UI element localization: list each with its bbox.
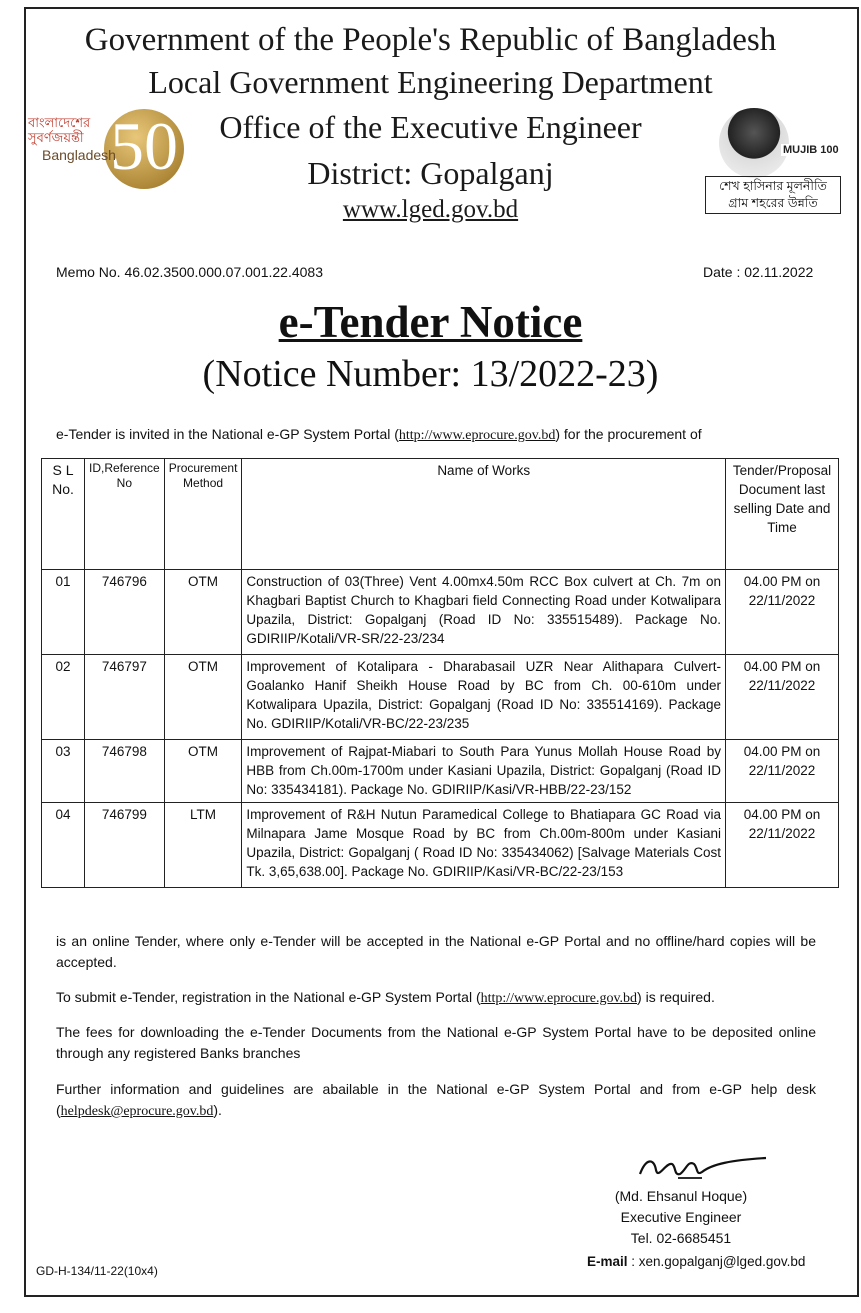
intro-after: ) for the procurement of — [555, 426, 702, 442]
cell-deadline: 04.00 PM on 22/11/2022 — [726, 740, 839, 803]
cell-deadline: 04.00 PM on 22/11/2022 — [726, 570, 839, 655]
golden-jubilee-logo — [28, 103, 188, 193]
cell-sl: 04 — [42, 803, 85, 888]
cell-description: Improvement of Kotalipara - Dharabasail UZR Near Alithapara Culvert-Goalanko Hanif Sheikh House Road by BC from Ch. 00-610m under Kotwalipara Upazila, District: Gopalganj (Road ID No: 335514169). Package No. GDIRIIP/Kotali/VR-BC/22-23/235 — [242, 655, 726, 740]
mujib-100-logo — [705, 108, 843, 214]
cell-sl: 01 — [42, 570, 85, 655]
header-sl: S L No. — [42, 459, 85, 570]
online-tender-paragraph: is an online Tender, where only e-Tender will be accepted in the National e-GP Portal and no offline/hard copies will be accepted. — [56, 933, 816, 970]
registration-paragraph — [56, 987, 816, 1009]
cell-id: 746798 — [85, 740, 165, 803]
helpdesk-email-link[interactable]: helpdesk@eprocure.gov.bd — [60, 1104, 214, 1119]
email-value[interactable]: : xen.gopalganj@lged.gov.bd — [631, 1254, 806, 1269]
memo-number: Memo No. 46.02.3500.000.07.001.22.4083 — [56, 264, 323, 280]
table-row — [42, 570, 839, 655]
eprocure-link[interactable]: http://www.eprocure.gov.bd — [398, 428, 556, 443]
jubilee-numeral: 50 — [110, 108, 178, 184]
jubilee-en-text: Bangladesh — [42, 147, 116, 163]
cell-description: Improvement of R&H Nutun Paramedical College to Bhatiapara GC Road via Milnapara Jame Mosque Road by BC from Ch.00m-800m under Kasiani Upazila, District: Gopalganj ( Road ID No: 335434062) [Salvage Materials Cost Tk. 3,65,638.00]. Package No. GDIRIIP/Kasi/VR-BC/22-23/153 — [242, 803, 726, 888]
helpdesk-after: ). — [213, 1102, 222, 1118]
cell-sl: 03 — [42, 740, 85, 803]
table-header-row — [42, 459, 839, 570]
footer-code: GD-H-134/11-22(10x4) — [36, 1264, 158, 1278]
cell-id: 746796 — [85, 570, 165, 655]
jubilee-bn-text: বাংলাদেশের সুবর্ণজয়ন্তী — [28, 115, 91, 145]
intro-text — [56, 426, 702, 444]
mujib-badge: MUJIB 100 — [783, 144, 839, 156]
slogan-line-2: গ্রাম শহরের উন্নতি — [728, 196, 818, 210]
header-name-of-works: Name of Works — [242, 459, 726, 570]
portrait-icon — [719, 108, 789, 178]
cell-method: OTM — [164, 655, 242, 740]
notice-date: Date : 02.11.2022 — [703, 264, 814, 280]
registration-link[interactable]: http://www.eprocure.gov.bd — [480, 991, 638, 1006]
header-deadline: Tender/Proposal Document last selling Date and Time — [726, 459, 839, 570]
header-office: Office of the Executive Engineer — [219, 109, 642, 145]
email-label: E-mail — [587, 1254, 628, 1269]
header-id: ID,Reference No — [85, 459, 165, 570]
registration-before: To submit e-Tender, registration in the National e-GP System Portal ( — [56, 989, 481, 1005]
cell-deadline: 04.00 PM on 22/11/2022 — [726, 655, 839, 740]
table-row — [42, 803, 839, 888]
registration-after: ) is required. — [637, 989, 715, 1005]
cell-id: 746799 — [85, 803, 165, 888]
table-row — [42, 740, 839, 803]
cell-deadline: 04.00 PM on 22/11/2022 — [726, 803, 839, 888]
fees-paragraph: The fees for downloading the e-Tender Documents from the National e-GP System Portal have to be deposited online through any registered Banks branches — [56, 1024, 816, 1061]
signature-mark — [632, 1152, 772, 1184]
cell-method: OTM — [164, 740, 242, 803]
intro-before: e-Tender is invited in the National e-GP System Portal ( — [56, 426, 399, 442]
cell-method: LTM — [164, 803, 242, 888]
header-department: Local Government Engineering Department — [148, 64, 713, 100]
cell-description: Improvement of Rajpat-Miabari to South Para Yunus Mollah House Road by HBB from Ch.00m-1700m under Kasiani Upazila, District: Gopalganj (Road ID No: 335434181). Package No. GDIRIIP/Kasi/VR-HBB/22-23/152 — [242, 740, 726, 803]
cell-sl: 02 — [42, 655, 85, 740]
header-government: Government of the People's Republic of Bangladesh — [84, 22, 777, 58]
slogan-box — [705, 176, 841, 214]
cell-id: 746797 — [85, 655, 165, 740]
officer-email — [587, 1254, 805, 1269]
helpdesk-before: Further information and guidelines are abailable in the National e-GP System Portal and from e-GP help desk ( — [56, 1081, 816, 1118]
header-method: Procurement Method — [164, 459, 242, 570]
officer-tel: Tel. 02-6685451 — [630, 1230, 732, 1246]
table-row — [42, 655, 839, 740]
cell-description: Construction of 03(Three) Vent 4.00mx4.50m RCC Box culvert at Ch. 7m on Khagbari Baptist Church to Khagbari field Connecting Road under Kotwalipara Upazila, District: Gopalganj (Road ID No: 335515489). Package No. GDIRIIP/Kotali/VR-SR/22-23/234 — [242, 570, 726, 655]
cell-method: OTM — [164, 570, 242, 655]
notice-title: e-Tender Notice — [278, 297, 583, 347]
signature-block — [586, 1186, 776, 1249]
officer-name: (Md. Ehsanul Hoque) — [614, 1188, 748, 1204]
helpdesk-paragraph — [56, 1079, 816, 1122]
officer-designation: Executive Engineer — [620, 1209, 742, 1225]
slogan-line-1: শেখ হাসিনার মূলনীতি — [719, 179, 827, 193]
works-table — [41, 458, 839, 888]
header-website[interactable]: www.lged.gov.bd — [342, 196, 519, 223]
notice-number: (Notice Number: 13/2022-23) — [202, 353, 659, 395]
header-district: District: Gopalganj — [307, 155, 554, 191]
